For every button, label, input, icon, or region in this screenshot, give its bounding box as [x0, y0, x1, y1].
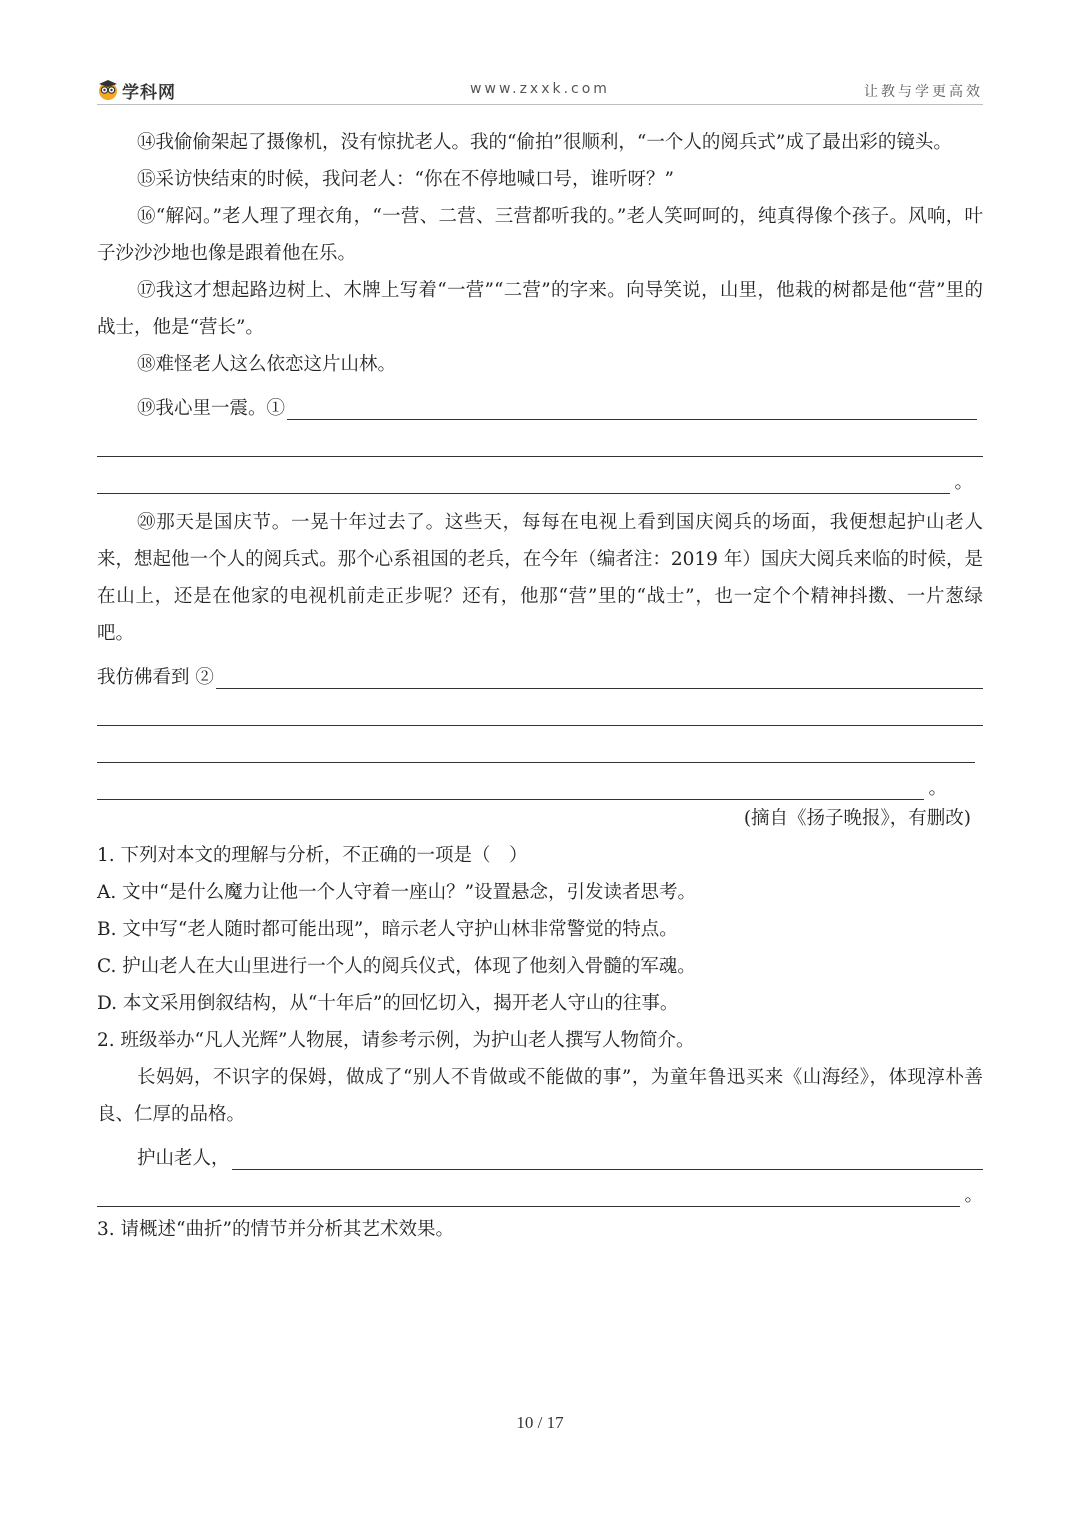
question-1-option-c[interactable]: C. 护山老人在大山里进行一个人的阅兵仪式，体现了他刻入骨髓的军魂。	[97, 956, 696, 977]
site-slogan: 让教与学更高效	[864, 84, 983, 100]
question-1-option-b[interactable]: B. 文中写“老人随时都可能出现”，暗示老人守护山林非常警觉的特点。	[97, 919, 678, 940]
paragraph-20: ⑳那天是国庆节。一晃十年过去了。这些天，每每在电视上看到国庆阅兵的场面，我便想起护山老人来，想起他一个人的阅兵式。那个心系祖国的老兵，在今年（编者注：2019 年）国庆大阅兵来临的时候，是在山上，还是在他家的电视机前走正步呢？还有，他那“营”里的“战士”，也一定个个精神抖擞、一片葱绿吧。	[97, 512, 983, 644]
page-header	[97, 78, 983, 105]
question-2-lead: 护山老人，	[137, 1148, 230, 1169]
question-1: 1. 下列对本文的理解与分析，不正确的一项是（ ）	[97, 845, 528, 866]
answer-blank-2[interactable]	[216, 662, 983, 689]
period: 。	[954, 472, 973, 493]
paragraph-19	[97, 383, 983, 420]
logo-text: 学科网	[122, 82, 176, 103]
answer-blank-3-line-2[interactable]	[97, 1170, 983, 1207]
answer-blank-1-line-3[interactable]	[97, 457, 983, 494]
question-2-example: 长妈妈，不识字的保姆，做成了“别人不肯做或不能做的事”，为童年鲁迅买来《山海经》，体现淳朴善良、仁厚的品格。	[97, 1067, 983, 1125]
answer-blank-2-line-2[interactable]	[97, 689, 983, 726]
answer-blank-3[interactable]	[232, 1143, 983, 1170]
paragraph-20-lead: 我仿佛看到 ②	[97, 667, 214, 688]
paragraph-19-lead: ⑲我心里一震。①	[137, 398, 286, 419]
question-1-option-a[interactable]: A. 文中“是什么魔力让他一个人守着一座山？”设置悬念，引发读者思考。	[97, 882, 697, 903]
page-number: 10 / 17	[516, 1413, 564, 1432]
question-2-answer	[97, 1133, 983, 1170]
paragraph-16: ⑯“解闷。”老人理了理衣角，“一营、二营、三营都听我的。”老人笑呵呵的，纯真得像个孩子。风响，叶子沙沙沙地也像是跟着他在乐。	[97, 206, 983, 264]
paragraph-17: ⑰我这才想起路边树上、木牌上写着“一营”“二营”的字来。向导笑说，山里，他栽的树都是他“营”里的战士，他是“营长”。	[97, 280, 983, 338]
question-1-option-d[interactable]: D. 本文采用倒叙结构，从“十年后”的回忆切入，揭开老人守山的往事。	[97, 993, 679, 1014]
answer-blank-2-line-4[interactable]	[97, 763, 983, 800]
document-body	[97, 124, 983, 1248]
paragraph-14: ⑭我偷偷架起了摄像机，没有惊扰老人。我的“偷拍”很顺利，“一个人的阅兵式”成了最出彩的镜头。	[137, 132, 952, 153]
answer-blank-2-line-3[interactable]	[97, 726, 983, 763]
paragraph-20-end	[97, 652, 983, 689]
question-2: 2. 班级举办“凡人光辉”人物展，请参考示例，为护山老人撰写人物简介。	[97, 1030, 695, 1051]
site-url[interactable]: www.zxxk.com	[470, 81, 610, 97]
answer-blank-1[interactable]	[287, 393, 977, 420]
paragraph-15: ⑮采访快结束的时候，我问老人：“你在不停地喊口号，谁听呀？”	[137, 169, 674, 190]
source-note: (摘自《扬子晚报》，有删改)	[743, 808, 971, 829]
paragraph-18: ⑱难怪老人这么依恋这片山林。	[137, 354, 397, 375]
question-3: 3. 请概述“曲折”的情节并分析其艺术效果。	[97, 1219, 454, 1240]
period: 。	[964, 1185, 983, 1206]
answer-blank-1-line-2[interactable]	[97, 420, 983, 457]
period: 。	[928, 778, 947, 799]
